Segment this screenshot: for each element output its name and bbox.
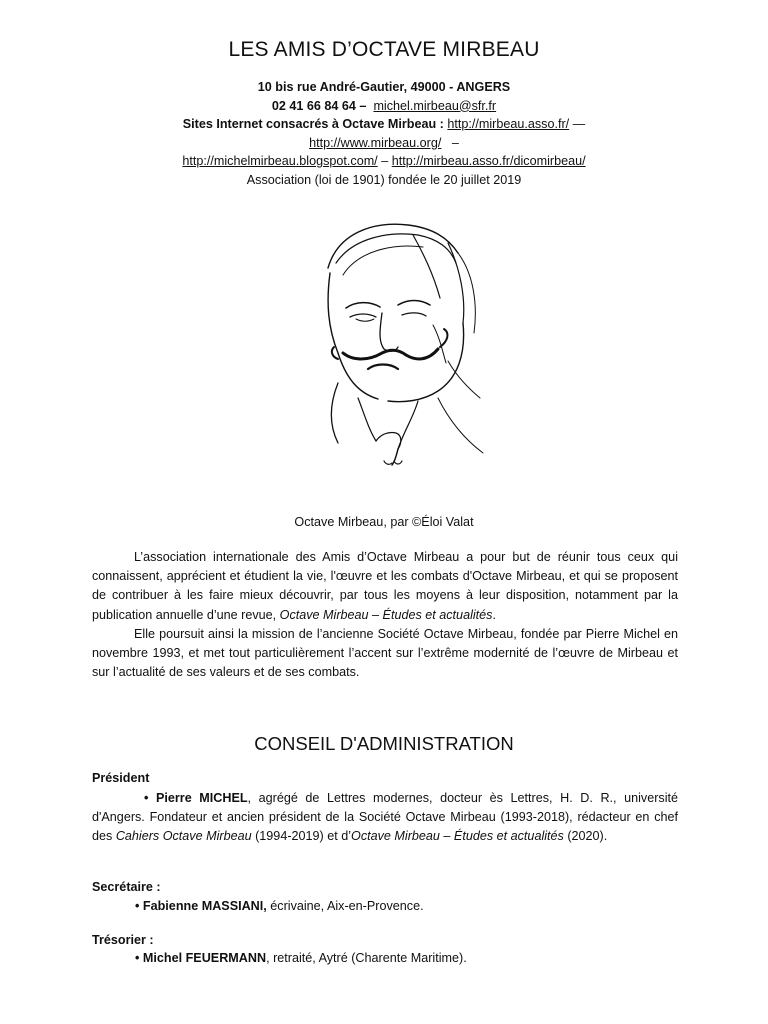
contact-header [0, 78, 768, 190]
member-description: , retraité, Aytré (Charente Maritime). [266, 951, 467, 965]
intro-text [92, 548, 678, 682]
intro-paragraph-1 [92, 548, 678, 625]
paragraph-end: . [492, 607, 496, 622]
entry-treasurer [135, 949, 695, 968]
bullet: • [135, 951, 143, 965]
phone-number: 02 41 66 84 64 – [271, 98, 367, 113]
member-description: (2020). [563, 829, 608, 844]
bullet: • [144, 791, 156, 805]
separator: – [381, 154, 392, 169]
member-name: Pierre MICHEL [155, 791, 248, 805]
bullet: • [135, 899, 143, 913]
email-link[interactable]: michel.mirbeau@sfr.fr [373, 98, 497, 113]
journal-title: Octave Mirbeau – Études et actualités [279, 607, 493, 622]
member-description: (1994-2019) et d’ [251, 829, 352, 844]
role-president: Président [92, 771, 150, 785]
address-line: 10 bis rue André-Gautier, 49000 - ANGERS [257, 80, 511, 94]
founded-line: Association (loi de 1901) fondée le 20 juillet 2019 [246, 172, 522, 187]
site-link-dicomirbeau[interactable]: http://mirbeau.asso.fr/dicomirbeau/ [391, 154, 586, 169]
section-title: CONSEIL D'ADMINISTRATION [254, 733, 514, 754]
role-treasurer: Trésorier : [92, 933, 154, 947]
site-line-3 [0, 152, 768, 171]
journal-title: Cahiers Octave Mirbeau [115, 829, 252, 844]
portrait-caption: Octave Mirbeau, par ©Éloi Valat [294, 515, 474, 529]
entry-president [92, 789, 678, 847]
separator: – [451, 135, 459, 150]
entry-secretary [135, 897, 695, 916]
phone-email-line [0, 97, 768, 116]
site-link-mirbeau-asso[interactable]: http://mirbeau.asso.fr/ [447, 117, 570, 132]
intro-paragraph-2: Elle poursuit ainsi la mission de l’ancienne Société Octave Mirbeau, fondée par Pierre Michel en novembre 1993, et met tout particulièrement l’accent sur l’extrême modernité de l’œuvre de Mirbeau et sur l’actualité de ses valeurs et de ses combats. [92, 626, 678, 680]
sites-label: Sites Internet consacrés à Octave Mirbeau : [182, 117, 444, 132]
paragraph-text: L’association internationale des Amis d’Octave Mirbeau a pour but de réunir tous ceux qui connaissent, apprécient et étudient la vie, l'œuvre et les combats d'Octave Mirbeau, et qui se proposent de contribuer à les faire mieux découvrir, par tous les moyens à leur disposition, notamment par la publication annuelle d’une revue, [92, 550, 678, 622]
role-secretary: Secrétaire : [92, 880, 161, 894]
site-link-blogspot[interactable]: http://michelmirbeau.blogspot.com/ [182, 154, 378, 169]
separator: — [572, 117, 586, 132]
site-link-mirbeau-org[interactable]: http://www.mirbeau.org/ [309, 135, 442, 150]
member-description: écrivaine, Aix-en-Provence. [266, 899, 424, 913]
sites-line [0, 115, 768, 134]
member-name: Fabienne MASSIANI, [142, 899, 267, 913]
document-title: LES AMIS D’OCTAVE MIRBEAU [228, 38, 540, 61]
member-name: Michel FEUERMANN [142, 951, 267, 965]
member-description: , agrégé de Lettres modernes, docteur ès Lettres, H. D. R., université d'Angers. Fondateur et ancien président de la Société Octave Mirbeau (1993-2018), rédacteur en chef des [92, 791, 678, 844]
site-line-2 [0, 134, 768, 153]
journal-title: Octave Mirbeau – Études et actualités [351, 829, 564, 844]
portrait-sketch [298, 213, 498, 473]
